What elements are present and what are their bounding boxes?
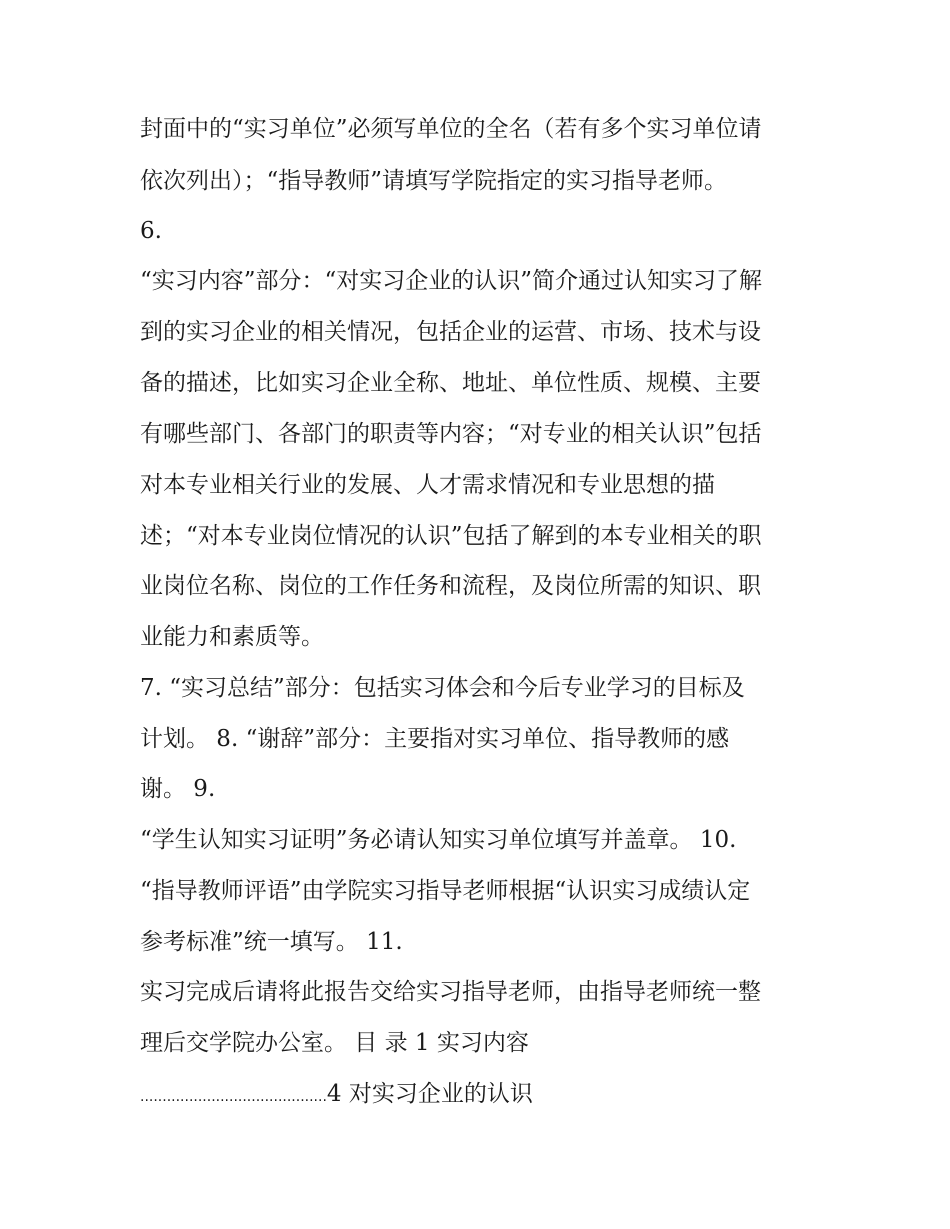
text-line: 7. “实习总结”部分：包括实习体会和今后专业学习的目标及 <box>140 675 745 701</box>
text-line: “学生认知实习证明”务必请认知实习单位填写并盖章。 10. <box>140 827 737 853</box>
text-line: “指导教师评语”由学院实习指导老师根据“认识实习成绩认定 <box>140 878 751 904</box>
text-line: 实习完成后请将此报告交给实习指导老师，由指导老师统一整 <box>140 979 761 1005</box>
text-line: 谢。 9. <box>140 776 216 802</box>
text-line: 参考标准”统一填写。 11. <box>140 929 403 955</box>
text-line: 对本专业相关行业的发展、人才需求情况和专业思想的描 <box>140 472 715 498</box>
text-line: 述；“对本专业岗位情况的认识”包括了解到的本专业相关的职 <box>140 523 762 549</box>
text-line: 依次列出）；“指导教师”请填写学院指定的实习指导老师。 <box>140 168 728 194</box>
text-line: 计划。 8. “谢辞”部分：主要指对实习单位、指导教师的感 <box>140 726 730 752</box>
text-line: 封面中的“实习单位”必须写单位的全名（若有多个实习单位请 <box>140 116 762 142</box>
text-line: 业能力和素质等。 <box>140 624 324 650</box>
toc-entry <box>140 1078 533 1110</box>
text-line: 备的描述，比如实习企业全称、地址、单位性质、规模、主要 <box>140 370 761 396</box>
text-line: 到的实习企业的相关情况，包括企业的运营、市场、技术与设 <box>140 319 761 345</box>
toc-leader-dots: .......................................... <box>140 1089 327 1105</box>
text-line: 有哪些部门、各部门的职责等内容；“对专业的相关认识”包括 <box>140 421 762 447</box>
text-line: 6. <box>140 218 162 244</box>
text-line: 业岗位名称、岗位的工作任务和流程，及岗位所需的知识、职 <box>140 573 761 599</box>
toc-entry-label: 4 对实习企业的认识 <box>326 1081 533 1107</box>
text-line: 理后交学院办公室。 目 录 1 实习内容 <box>140 1030 529 1056</box>
text-line: “实习内容”部分：“对实习企业的认识”简介通过认知实习了解 <box>140 268 763 294</box>
